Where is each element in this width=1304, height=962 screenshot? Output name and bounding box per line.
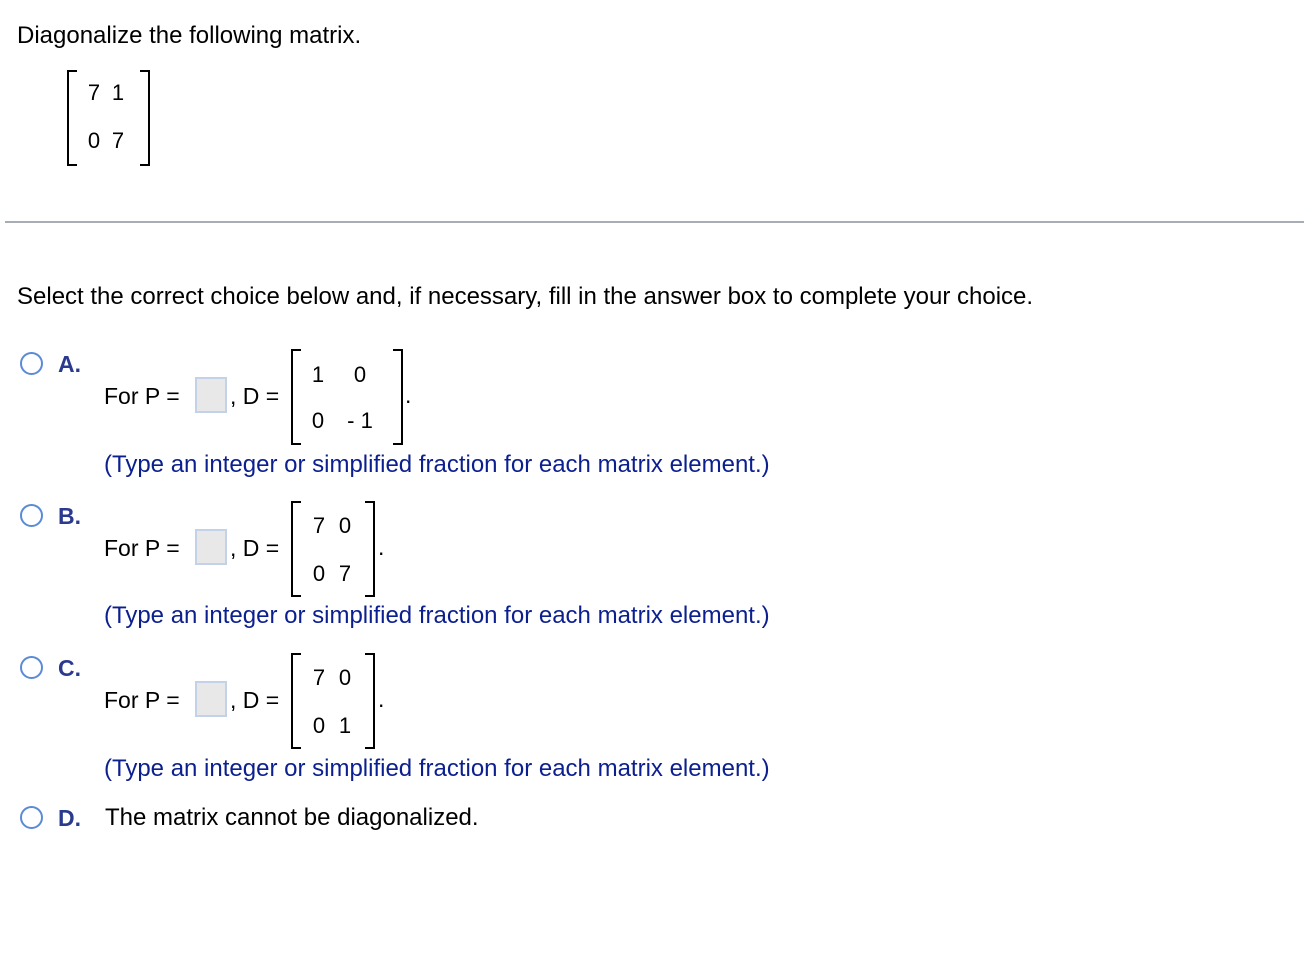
matrix-cell: 0 bbox=[353, 362, 367, 387]
question-prompt: Diagonalize the following matrix. bbox=[17, 22, 362, 49]
d-label: , D = bbox=[230, 383, 280, 409]
for-p-label: For P = bbox=[104, 383, 180, 409]
choice-c-radio[interactable] bbox=[20, 656, 43, 679]
matrix-left-bracket bbox=[291, 349, 301, 445]
period: . bbox=[405, 382, 412, 408]
choice-c-answer-box[interactable] bbox=[195, 681, 227, 717]
matrix-cell: 0 bbox=[338, 513, 352, 538]
matrix-left-bracket bbox=[291, 653, 301, 749]
choice-b-answer-box[interactable] bbox=[195, 529, 227, 565]
matrix-left-bracket bbox=[291, 501, 301, 597]
matrix-right-bracket bbox=[365, 501, 375, 597]
for-p-label: For P = bbox=[104, 535, 180, 561]
matrix-cell: 0 bbox=[312, 561, 326, 586]
for-p-label: For P = bbox=[104, 687, 180, 713]
matrix-left-bracket bbox=[67, 70, 77, 166]
period: . bbox=[378, 686, 385, 712]
instruction-text: Select the correct choice below and, if necessary, fill in the answer box to complete your choice. bbox=[17, 283, 1034, 310]
choice-d-text: The matrix cannot be diagonalized. bbox=[105, 804, 479, 831]
matrix-cell: 1 bbox=[311, 362, 325, 387]
matrix-cell: 7 bbox=[111, 128, 125, 153]
choice-c-hint: (Type an integer or simplified fraction for each matrix element.) bbox=[104, 755, 770, 782]
matrix-cell: 7 bbox=[87, 80, 101, 105]
choice-d-letter: D. bbox=[58, 805, 81, 831]
matrix-cell: 1 bbox=[111, 80, 125, 105]
section-divider bbox=[5, 221, 1304, 223]
choice-a-letter: A. bbox=[58, 351, 81, 377]
matrix-cell: 0 bbox=[338, 665, 352, 690]
matrix-cell: 0 bbox=[311, 408, 325, 433]
d-label: , D = bbox=[230, 535, 280, 561]
choice-c-letter: C. bbox=[58, 655, 81, 681]
period: . bbox=[378, 534, 385, 560]
choice-a-answer-box[interactable] bbox=[195, 377, 227, 413]
choice-a-hint: (Type an integer or simplified fraction for each matrix element.) bbox=[104, 451, 770, 478]
choice-b-letter: B. bbox=[58, 503, 81, 529]
matrix-cell: - 1 bbox=[347, 408, 373, 433]
d-label: , D = bbox=[230, 687, 280, 713]
matrix-right-bracket bbox=[140, 70, 150, 166]
choice-b-radio[interactable] bbox=[20, 504, 43, 527]
matrix-right-bracket bbox=[393, 349, 403, 445]
matrix-cell: 7 bbox=[312, 665, 326, 690]
choice-a-radio[interactable] bbox=[20, 352, 43, 375]
matrix-cell: 1 bbox=[338, 713, 352, 738]
matrix-cell: 7 bbox=[312, 513, 326, 538]
choice-b-hint: (Type an integer or simplified fraction for each matrix element.) bbox=[104, 602, 770, 629]
matrix-cell: 0 bbox=[312, 713, 326, 738]
matrix-right-bracket bbox=[365, 653, 375, 749]
choice-d-radio[interactable] bbox=[20, 806, 43, 829]
matrix-cell: 7 bbox=[338, 561, 352, 586]
matrix-cell: 0 bbox=[87, 128, 101, 153]
